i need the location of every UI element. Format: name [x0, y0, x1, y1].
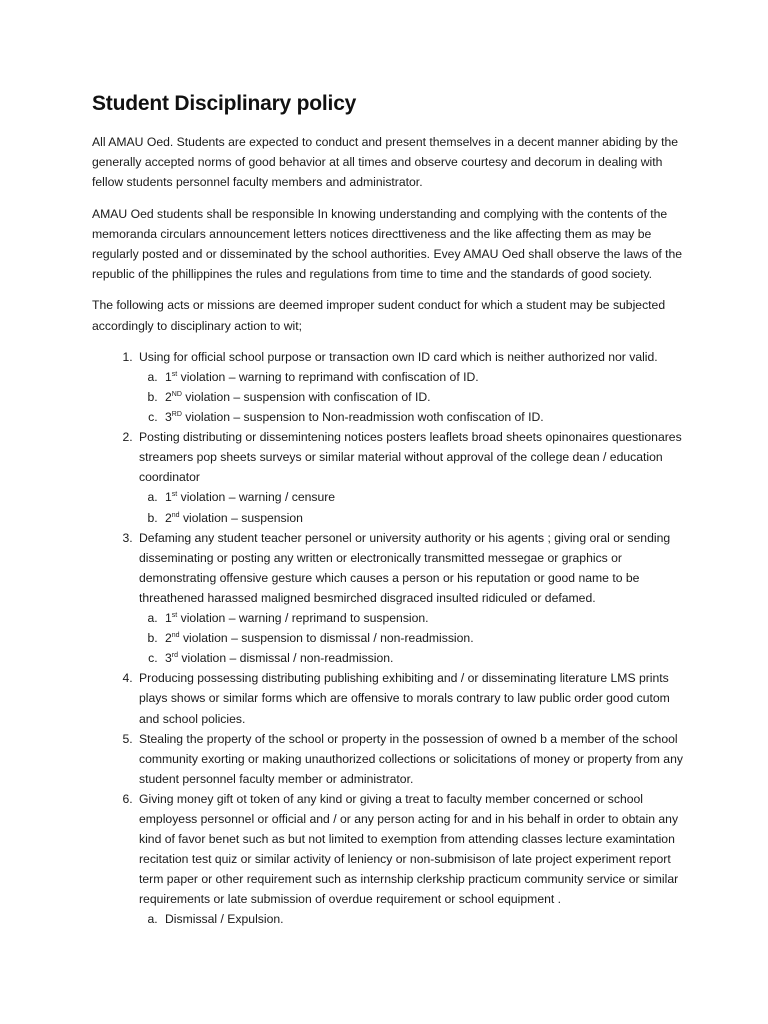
sanction-text: violation – suspension to dismissal / non-readmission.	[179, 631, 474, 646]
sanction-number: 1	[165, 611, 172, 626]
sanction-item	[161, 487, 688, 507]
ordinal-suffix: st	[171, 370, 178, 378]
sanction-number: 2	[165, 390, 172, 405]
sanction-list	[139, 909, 688, 929]
violation-text: Defaming any student teacher personel or university authority or his agents ; giving oral or sending disseminating or posting any written or electronically transmitted messegae or graphics or demonstrating offensive gesture which causes a person or his reputation or good name to be threathened harassed maligned besmirched disgraced insulted ridiculed or defamed.	[139, 530, 671, 605]
ordinal-suffix: RD	[171, 411, 182, 419]
violation-item	[136, 729, 688, 789]
sanction-text: violation – warning / reprimand to suspension.	[177, 611, 429, 626]
sanction-number: 2	[165, 631, 172, 646]
sanction-text: violation – warning / censure	[177, 490, 336, 505]
violation-item	[136, 347, 688, 427]
sanction-item	[161, 909, 688, 929]
ordinal-suffix: nd	[171, 632, 180, 640]
ordinal-suffix: st	[171, 611, 178, 619]
violations-list	[92, 347, 688, 930]
sanction-item	[161, 648, 688, 668]
violation-text: Producing possessing distributing publishing exhibiting and / or disseminating literature LMS prints plays shows or similar forms which are offensive to morals contrary to law public order good cutom and school policies.	[139, 671, 670, 726]
sanction-text: violation – dismissal / non-readmission.	[178, 651, 394, 666]
violation-text: Giving money gift ot token of any kind or giving a treat to faculty member concerned or school employess personnel or official and / or any person acting for and in his behalf in order to obtain any kind of favor benet such as but not limited to exemption from attending classes lecture examintation recitation test quiz or similar activity of leniency or non-submisison of late project experiment report term paper or other requirement such as internship clerkship practicum community service or similar requirements or late submission of overdue requirement or school equipment .	[139, 791, 679, 907]
sanction-number: 1	[165, 369, 172, 384]
violation-text: Posting distributing or dissemintening notices posters leaflets broad sheets opinonaires questionares streamers pop sheets surveys or similar material without approval of the college dean / education coordinator	[139, 430, 682, 485]
sanction-list	[139, 487, 688, 527]
sanction-list	[139, 608, 688, 668]
violation-item	[136, 427, 688, 527]
sanction-item	[161, 387, 688, 407]
sanction-item	[161, 508, 688, 528]
sanction-text: violation – suspension to Non-readmission woth confiscation of ID.	[181, 410, 544, 425]
sanction-list	[139, 367, 688, 427]
sanction-item	[161, 367, 688, 387]
sanction-item	[161, 628, 688, 648]
sanction-item	[161, 407, 688, 427]
violation-item	[136, 528, 688, 669]
sanction-item	[161, 608, 688, 628]
sanction-number: Dismissal / Expulsion.	[165, 912, 284, 927]
sanction-number: 1	[165, 490, 172, 505]
sanction-number: 3	[165, 410, 172, 425]
ordinal-suffix: rd	[171, 652, 179, 660]
page-title: Student Disciplinary policy	[92, 92, 357, 115]
sanction-number: 3	[165, 651, 172, 666]
violation-item	[136, 668, 688, 728]
sanction-text: violation – warning to reprimand with confiscation of ID.	[177, 369, 479, 384]
acts-paragraph: The following acts or missions are deemed improper sudent conduct for which a student may be subjected accordingly to disciplinary action to wit;	[92, 298, 666, 333]
sanction-text: violation – suspension	[179, 510, 303, 525]
responsibility-paragraph: AMAU Oed students shall be responsible In knowing understanding and complying with the contents of the memoranda circulars announcement letters notices directtiveness and the like affecting them as may be regularly posted and or disseminated by the school authorities. Evey AMAU Oed shall observe the laws of the republic of the phillippines the rules and regulations from time to time and the standards of good society.	[92, 206, 683, 282]
violation-text: Stealing the property of the school or property in the possession of owned b a member of the school community exorting or making unauthorized collections or solicitations of money or property from any student personnel faculty member or administrator.	[139, 731, 683, 786]
ordinal-suffix: ND	[171, 390, 182, 398]
violation-item	[136, 789, 688, 930]
ordinal-suffix: nd	[171, 511, 180, 519]
ordinal-suffix: st	[171, 491, 178, 499]
sanction-text: violation – suspension with confiscation of ID.	[181, 390, 431, 405]
intro-paragraph: All AMAU Oed. Students are expected to conduct and present themselves in a decent manner abiding by the generally accepted norms of good behavior at all times and observe courtesy and decorum in dealing with fellow students personnel faculty members and administrator.	[92, 135, 679, 190]
sanction-number: 2	[165, 510, 172, 525]
violation-text: Using for official school purpose or transaction own ID card which is neither authorized nor valid.	[139, 349, 658, 364]
